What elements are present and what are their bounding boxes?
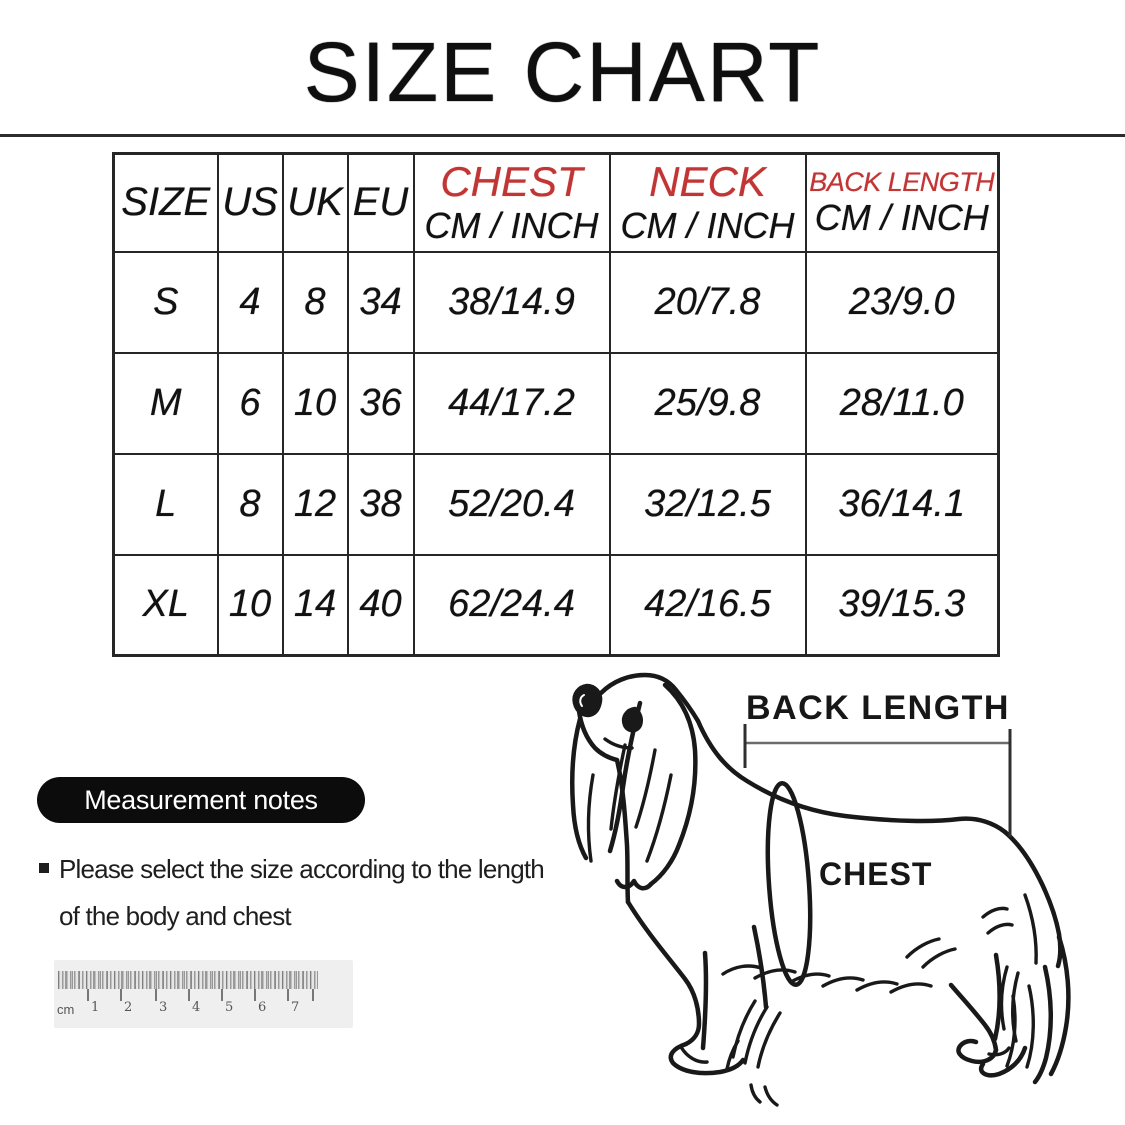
size-chart-table [112,152,1000,657]
table-cell: 39/15.3 [806,555,999,656]
table-cell: M [114,353,218,454]
table-row [114,252,999,353]
table-row [114,454,999,555]
header-uk [283,154,348,252]
table-cell: 62/24.4 [414,555,610,656]
measurement-notes-label: Measurement notes [84,784,318,815]
table-cell: 4 [218,252,283,353]
ruler-number: 3 [159,1000,168,1015]
bullet-square-icon [39,863,49,873]
ruler-tick [120,989,122,1001]
table-cell: 6 [218,353,283,454]
header-size [114,154,218,252]
table-cell: 12 [283,454,348,555]
table-cell: 40 [348,555,414,656]
ruler-number: 1 [91,1000,100,1015]
header-chest [414,154,610,252]
ruler-tick [287,989,289,1001]
title-divider [0,134,1125,137]
table-header-row [114,154,999,252]
header-back-length-label: BACK LENGTH [809,167,995,198]
table-cell: 32/12.5 [610,454,806,555]
ruler-tick [87,989,89,1001]
ruler-tick [312,989,314,1001]
table-cell: 10 [218,555,283,656]
table-cell: 23/9.0 [806,252,999,353]
table-cell: 38/14.9 [414,252,610,353]
page-title: SIZE CHART [303,25,822,119]
table-cell: 36/14.1 [806,454,999,555]
measurement-notes-pill [37,777,365,823]
header-eu-label: EU [352,180,409,225]
table-cell: XL [114,555,218,656]
ruler-tick [254,989,256,1001]
ruler-graphic [54,960,353,1028]
table-cell: 38 [348,454,414,555]
dog-diagram-svg [555,655,1125,1125]
table-cell: 8 [283,252,348,353]
table-cell: 42/16.5 [610,555,806,656]
table-cell: 25/9.8 [610,353,806,454]
ruler-number: 2 [124,1000,133,1015]
table-row [114,353,999,454]
header-us-label: US [222,180,278,225]
ruler-number: 5 [225,1000,234,1015]
ruler-tick [221,989,223,1001]
note-text-line1: Please select the size according to the length [59,854,544,884]
header-neck [610,154,806,252]
table-cell: 34 [348,252,414,353]
header-chest-label: CHEST [440,158,583,206]
ruler-scale-strip [58,971,318,989]
header-back-length [806,154,999,252]
table-cell: S [114,252,218,353]
table-cell: 36 [348,353,414,454]
table-row [114,555,999,656]
table-cell: 28/11.0 [806,353,999,454]
header-uk-label: UK [287,180,343,225]
header-us [218,154,283,252]
ruler-tick [155,989,157,1001]
table-cell: L [114,454,218,555]
table-cell: 8 [218,454,283,555]
header-chest-unit: CM / INCH [424,204,599,246]
header-size-label: SIZE [121,180,211,225]
header-back-length-unit: CM / INCH [814,196,989,238]
ruler-number: 7 [291,1000,300,1015]
table-cell: 14 [283,555,348,656]
header-neck-label: NECK [649,158,766,206]
header-neck-unit: CM / INCH [620,204,795,246]
ruler-number: 6 [258,1000,267,1015]
ruler-number: 4 [192,1000,201,1015]
ruler-tick [188,989,190,1001]
back-length-label: BACK LENGTH [746,689,1010,727]
chest-measure-ellipse [762,782,816,986]
note-text [59,846,544,940]
measurement-note-item [39,846,599,940]
table-cell: 44/17.2 [414,353,610,454]
table-cell: 10 [283,353,348,454]
ruler-unit-label: cm [57,1002,75,1017]
table-cell: 52/20.4 [414,454,610,555]
note-text-line2: of the body and chest [59,901,291,931]
table-cell: 20/7.8 [610,252,806,353]
chest-label: CHEST [819,856,933,892]
header-eu [348,154,414,252]
